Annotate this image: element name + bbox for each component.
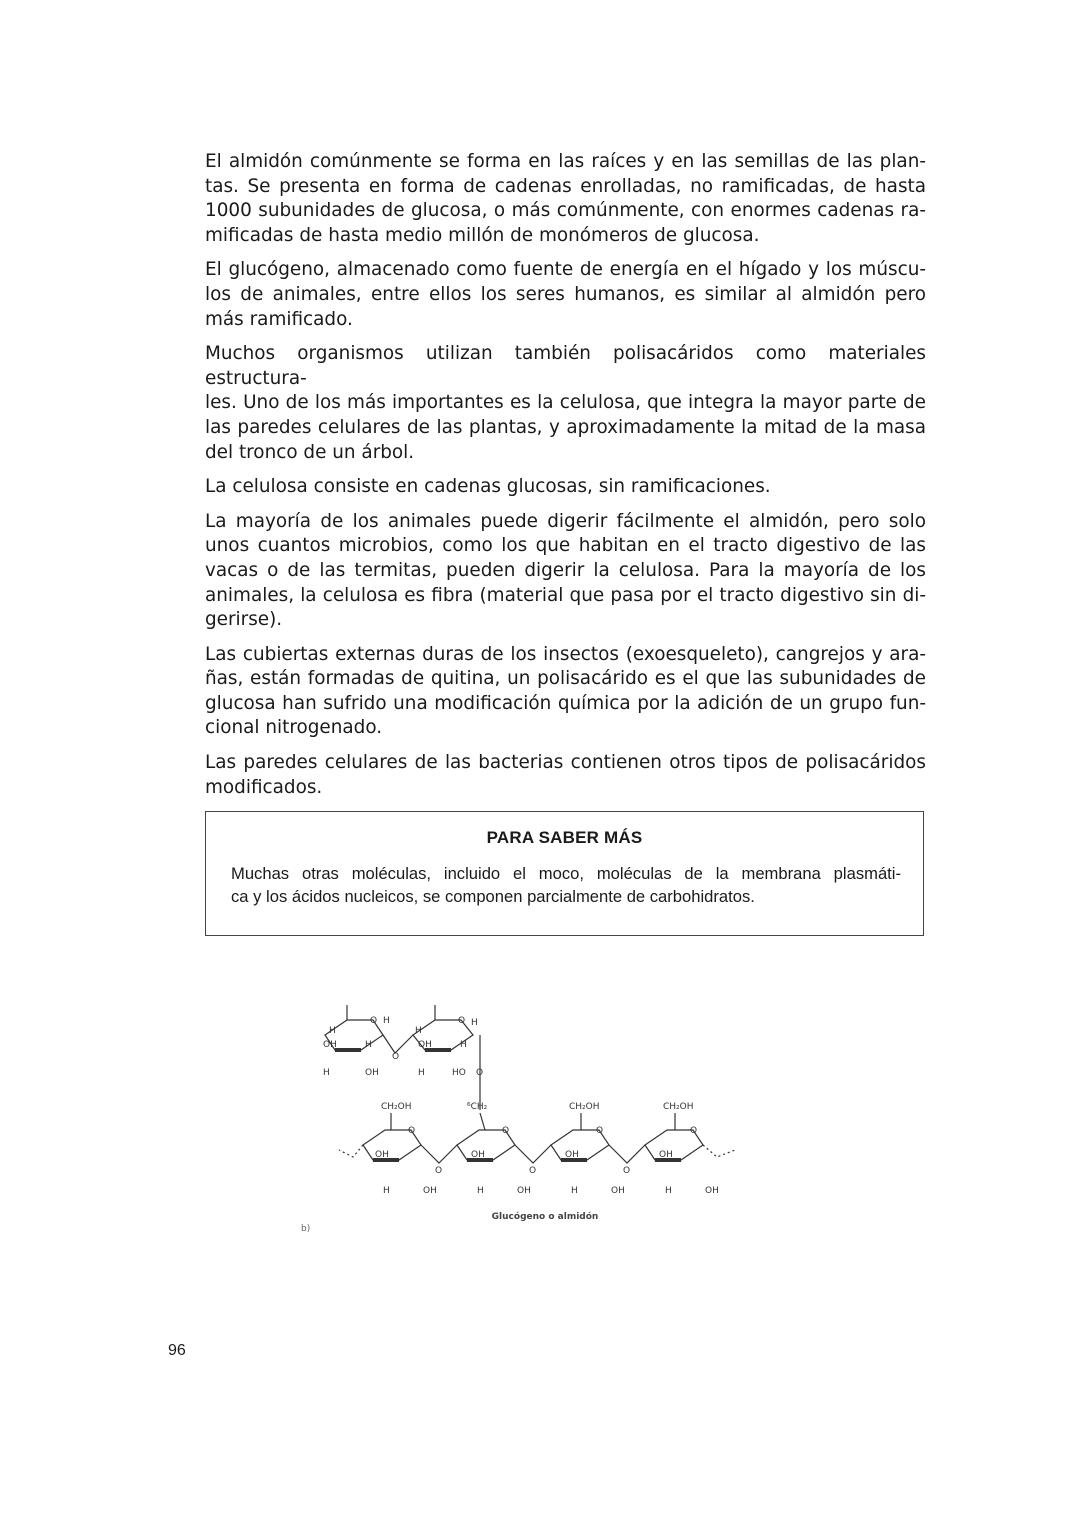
atom-label: OH [423, 1186, 437, 1196]
atom-label: OH [517, 1186, 531, 1196]
atom-label: OH [375, 1150, 389, 1160]
glycogen-structure-diagram [295, 995, 765, 1265]
atom-label: O [392, 1052, 400, 1062]
atom-label: OH [565, 1150, 579, 1160]
text-line: más ramificado. [205, 308, 353, 330]
text-line: La mayoría de los animales puede digerir fácilmente el almidón, pero solo [205, 510, 926, 532]
paragraph-structural [205, 342, 926, 465]
text-line: vacas o de las termitas, pueden digerir la celulosa. Para la mayoría de los [205, 559, 926, 581]
text-line: Las cubiertas externas duras de los insectos (exoesqueleto), cangrejos y ara- [205, 643, 926, 665]
glycosidic-bond [515, 1145, 551, 1163]
atom-label: O [529, 1166, 537, 1176]
info-box [205, 811, 924, 936]
text-line: Muchos organismos utilizan también polisacáridos como materiales estructura- [205, 343, 926, 389]
text-line: las paredes celulares de las plantas, y aproximadamente la mitad de la masa [205, 416, 926, 438]
atom-label: H [571, 1186, 578, 1196]
paragraph-bacteria [205, 751, 926, 800]
atom-label: OH [659, 1150, 673, 1160]
figure-caption: Glucógeno o almidón [491, 1212, 599, 1222]
atom-label: HO [452, 1068, 466, 1078]
atom-label: ⁶CH₂ [467, 1102, 488, 1112]
atom-label: H [365, 1040, 372, 1050]
paragraph-glycogen [205, 258, 926, 332]
atom-label: O [458, 1016, 466, 1026]
text-line: ca y los ácidos nucleicos, se componen parcialmente de carbohidratos. [231, 887, 755, 906]
text-line: Muchas otras moléculas, incluido el moco, moléculas de la membrana plasmáti- [231, 864, 901, 883]
text-line: les. Uno de los más importantes es la celulosa, que integra la mayor parte de [205, 392, 926, 414]
atom-label: H [460, 1040, 467, 1050]
text-line: Las paredes celulares de las bacterias contienen otros tipos de polisacáridos [205, 752, 926, 774]
info-box-title: PARA SABER MÁS [486, 828, 643, 847]
atom-label: H [665, 1186, 672, 1196]
info-box-text [231, 862, 901, 908]
body-text [205, 150, 926, 810]
text-line: El almidón comúnmente se forma en las raíces y en las semillas de las plan- [205, 151, 926, 172]
atom-label: OH [611, 1186, 625, 1196]
text-line: unos cuantos microbios, como los que habitan en el tracto digestivo de las [205, 535, 926, 557]
text-line: glucosa han sufrido una modificación química por la adición de un grupo fun- [205, 692, 926, 714]
text-line: ñas, están formadas de quitina, un polisacárido es el que las subunidades de [205, 668, 926, 690]
text-line: El glucógeno, almacenado como fuente de energía en el hígado y los múscu- [205, 259, 926, 281]
atom-label: H [383, 1016, 390, 1026]
atom-label: H [477, 1186, 484, 1196]
text-line: modificados. [205, 776, 323, 798]
atom-label: O [408, 1126, 416, 1136]
atom-label: OH [418, 1040, 432, 1050]
atom-label: O [476, 1068, 484, 1078]
atom-label: H [415, 1026, 422, 1036]
glycosidic-bond [421, 1145, 457, 1163]
paragraph-chitin [205, 643, 926, 741]
paragraph-starch [205, 150, 926, 248]
figure-side-label: b) [301, 1224, 311, 1234]
text-line: del tronco de un árbol. [205, 441, 415, 463]
chain-continuation [339, 1145, 363, 1157]
text-line: animales, la celulosa es fibra (material que pasa por el tracto digestivo sin di- [205, 584, 926, 606]
page-number: 96 [168, 1342, 186, 1359]
atom-label: H [383, 1186, 390, 1196]
text-line: gerirse). [205, 609, 283, 631]
atom-label: OH [705, 1186, 719, 1196]
paragraph-cellulose [205, 475, 926, 500]
text-line: cional nitrogenado. [205, 717, 383, 739]
atom-label: O [596, 1126, 604, 1136]
atom-label: H [323, 1068, 330, 1078]
atom-label: O [502, 1126, 510, 1136]
atom-label: OH [471, 1150, 485, 1160]
paragraph-digestion [205, 510, 926, 633]
branch-bond [480, 1113, 485, 1130]
text-line: mificadas de hasta medio millón de monómeros de glucosa. [205, 224, 760, 246]
glycosidic-bond [609, 1145, 645, 1163]
chain-continuation [703, 1145, 735, 1157]
atom-label: OH [323, 1040, 337, 1050]
atom-label: O [690, 1126, 698, 1136]
atom-label: O [370, 1016, 378, 1026]
atom-label: CH₂OH [569, 1102, 600, 1112]
atom-label: OH [365, 1068, 379, 1078]
glycosidic-bond [383, 1035, 413, 1053]
glycogen-structure-figure [295, 995, 765, 1265]
atom-label: H [329, 1026, 336, 1036]
atom-label: H [471, 1018, 478, 1028]
text-line: los de animales, entre ellos los seres humanos, es similar al almidón pero [205, 283, 926, 305]
atom-label: H [418, 1068, 425, 1078]
text-line: tas. Se presenta en forma de cadenas enrolladas, no ramificadas, de hasta [205, 175, 926, 197]
text-line: La celulosa consiste en cadenas glucosas, sin ramificaciones. [205, 476, 771, 498]
atom-label: CH₂OH [381, 1102, 412, 1112]
atom-label: CH₂OH [663, 1102, 694, 1112]
atom-label: O [623, 1166, 631, 1176]
atom-label: O [435, 1166, 443, 1176]
text-line: 1000 subunidades de glucosa, o más comúnmente, con enormes cadenas ra- [205, 200, 926, 222]
